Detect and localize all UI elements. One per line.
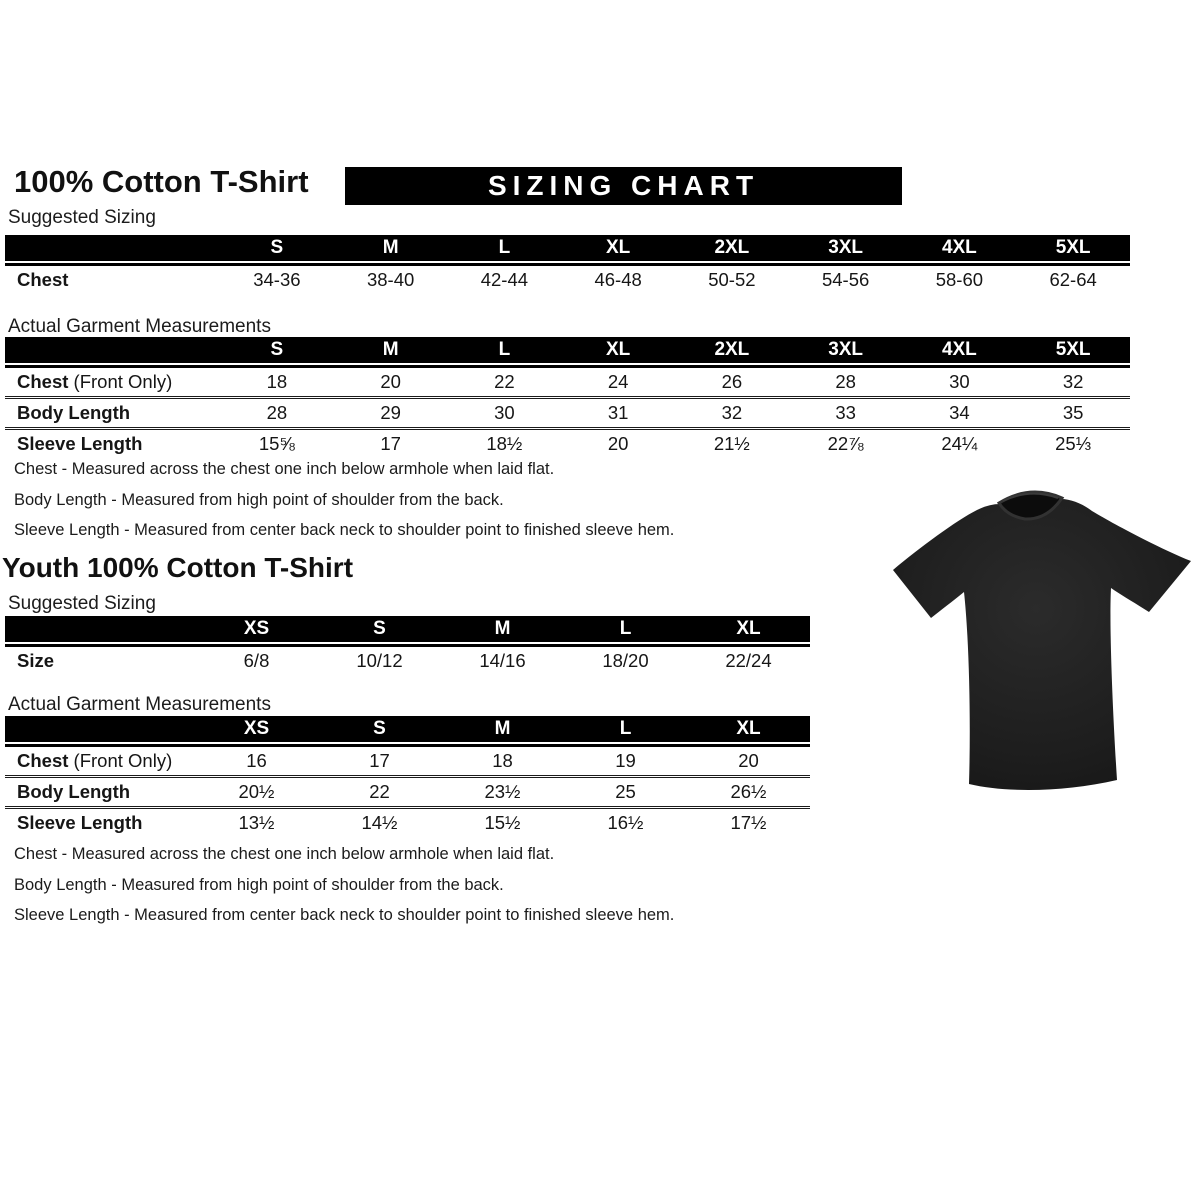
size-column-header: XS [243,618,270,639]
adult-suggested-sizing-table [5,235,1130,294]
table-header-row [5,235,1130,261]
size-column-header: 4XL [941,339,977,360]
measurement-value: 28 [266,402,288,423]
note-body-length: Body Length - Measured from high point of shoulder from the back. [14,875,504,894]
measurement-value: 21½ [713,433,750,454]
measurement-value: 14/16 [479,650,526,671]
measurement-value: 20 [738,750,759,771]
table-row [5,396,1130,427]
youth-suggested-sizing-label: Suggested Sizing [8,593,156,614]
row-label: Chest (Front Only) [17,371,173,392]
header-label-spacer [5,235,220,261]
row-label-bold: Chest [17,269,69,290]
measurement-value: 58-60 [935,269,984,290]
measurement-value: 62-64 [1049,269,1097,290]
table-header-row [5,716,810,742]
measurement-value: 28 [835,371,856,392]
measurement-value: 17½ [730,812,767,833]
measurement-value: 26½ [730,781,767,802]
measurement-value: 17 [380,433,401,454]
size-column-header: S [373,618,386,639]
measurement-value: 14½ [361,812,398,833]
measurement-value: 18 [492,750,513,771]
table-row [5,427,1130,458]
measurement-value: 20½ [238,781,275,802]
row-label [5,266,220,294]
measurement-value: 6/8 [243,650,270,671]
measurement-value: 15⅝ [258,433,295,454]
measurement-value: 33 [835,402,856,423]
size-column-header: XS [243,718,270,739]
table-row [5,806,810,837]
youth-suggested-sizing-table [5,616,810,675]
row-label [5,647,195,675]
row-label-bold: Sleeve Length [17,433,143,454]
measurement-value: 25 [615,781,636,802]
measurement-value: 13½ [238,812,275,833]
adult-actual-measurements-label: Actual Garment Measurements [8,316,271,337]
row-label-bold: Body Length [17,781,131,802]
adult-suggested-sizing-label: Suggested Sizing [8,207,156,228]
size-column-header: L [498,237,511,258]
size-column-header: L [619,718,632,739]
size-column-header: S [270,237,284,258]
row-label-bold: Body Length [17,402,131,423]
header-label-spacer [5,716,195,742]
size-column-header: XL [736,618,761,639]
youth-measurement-notes [14,845,814,937]
measurement-value: 22 [369,781,390,802]
size-column-header: L [619,618,632,639]
size-column-header: M [494,718,511,739]
row-label [5,430,220,458]
measurement-value: 16 [246,750,267,771]
size-column-header: M [494,618,511,639]
note-chest: Chest - Measured across the chest one inch below armhole when laid flat. [14,460,555,478]
measurement-value: 29 [380,402,401,423]
youth-section-title: Youth 100% Cotton T-Shirt [2,552,354,583]
measurement-value: 42-44 [480,269,529,290]
header-label-spacer [5,616,195,642]
measurement-value: 54-56 [821,269,870,290]
size-column-header: 2XL [714,237,750,258]
measurement-value: 30 [494,402,515,423]
table-row [5,368,1130,396]
row-label-bold: Chest [17,371,69,392]
note-chest: Chest - Measured across the chest one inch below armhole when laid flat. [14,845,555,863]
measurement-value: 35 [1062,402,1084,423]
row-label [5,399,220,427]
size-column-header: L [498,339,511,360]
measurement-value: 17 [369,750,390,771]
youth-actual-measurements-table [5,716,810,837]
size-column-header: S [270,339,284,360]
sizing-chart-banner [345,167,902,205]
size-column-header: 5XL [1055,339,1091,360]
measurement-value: 34 [949,402,970,423]
table-row [5,266,1130,294]
measurement-value: 26 [721,371,743,392]
note-sleeve-length: Sleeve Length - Measured from center back neck to shoulder point to finished sleeve hem. [14,521,675,539]
size-column-header: S [373,718,386,739]
header-label-spacer [5,337,220,363]
table-row [5,647,810,675]
adult-measurement-notes [14,460,814,552]
page-title: 100% Cotton T-Shirt [14,164,309,199]
row-label [5,809,195,837]
measurement-value: 31 [607,402,629,423]
measurement-value: 24 [607,371,629,392]
measurement-value: 18 [266,371,288,392]
youth-actual-measurements-label: Actual Garment Measurements [8,694,271,715]
row-label-bold: Sleeve Length [17,812,143,833]
sizing-chart-banner-text: SIZING CHART [487,170,760,201]
measurement-value: 20 [607,433,629,454]
size-column-header: 3XL [828,339,864,360]
measurement-value: 32 [721,402,743,423]
row-label [5,778,195,806]
note-body-length: Body Length - Measured from high point of shoulder from the back. [14,490,504,509]
measurement-value: 18/20 [602,650,649,671]
table-row [5,775,810,806]
adult-actual-measurements-table [5,337,1130,458]
table-header-row [5,616,810,642]
measurement-value: 30 [949,371,970,392]
table-row [5,747,810,775]
measurement-value: 24¼ [941,433,978,454]
measurement-value: 46-48 [594,269,642,290]
tshirt-body-shape [893,497,1191,790]
size-column-header: XL [605,237,631,258]
row-label: Chest (Front Only) [17,750,173,771]
measurement-value: 22⅞ [827,433,864,454]
measurement-value: 32 [1062,371,1084,392]
row-label-bold: Chest [17,750,69,771]
measurement-value: 50-52 [708,269,756,290]
size-column-header: 5XL [1055,237,1091,258]
measurement-value: 18½ [486,433,523,454]
measurement-value: 22/24 [725,650,772,671]
size-column-header: 3XL [828,237,864,258]
measurement-value: 16½ [607,812,644,833]
size-column-header: M [382,339,399,360]
measurement-value: 38-40 [366,269,415,290]
row-label-bold: Size [17,650,55,671]
table-header-row [5,337,1130,363]
size-column-header: 2XL [714,339,750,360]
tshirt-product-image [885,488,1200,808]
measurement-value: 10/12 [356,650,403,671]
size-column-header: 4XL [941,237,977,258]
size-column-header: XL [736,718,761,739]
measurement-value: 25⅓ [1055,433,1092,454]
measurement-value: 22 [494,371,515,392]
measurement-value: 20 [380,371,401,392]
measurement-value: 23½ [484,781,521,802]
size-column-header: XL [605,339,631,360]
note-sleeve-length: Sleeve Length - Measured from center back neck to shoulder point to finished sleeve hem. [14,906,675,924]
size-column-header: M [382,237,399,258]
measurement-value: 15½ [484,812,521,833]
measurement-value: 19 [615,750,636,771]
measurement-value: 34-36 [253,269,301,290]
